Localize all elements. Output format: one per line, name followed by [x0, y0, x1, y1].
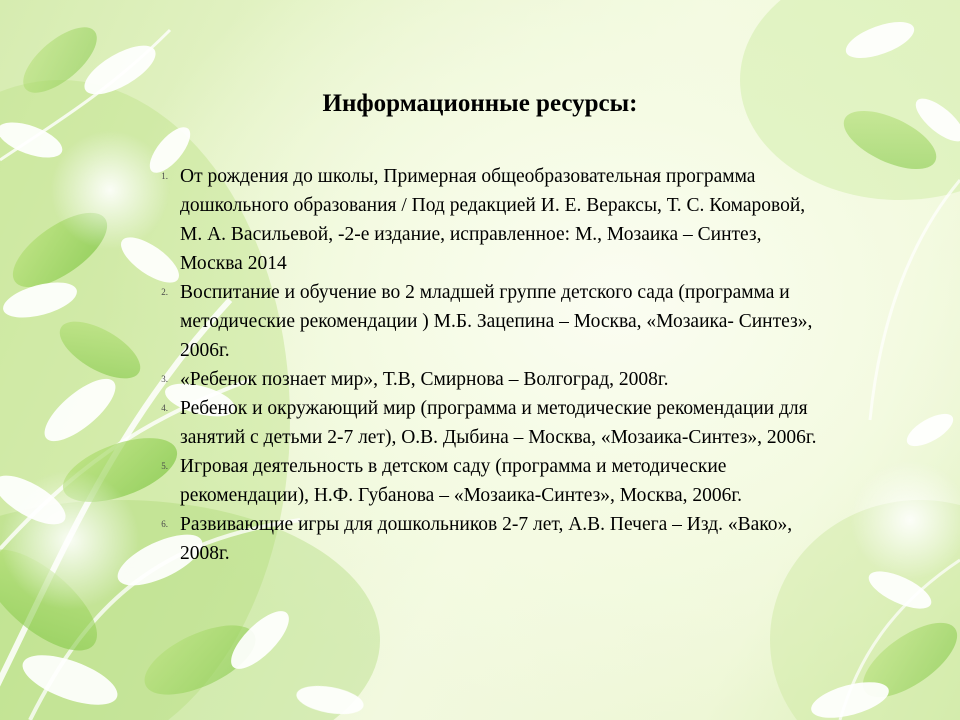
item-number: 3. — [161, 374, 168, 384]
list-item — [161, 278, 820, 365]
resource-list — [161, 162, 820, 568]
item-number: 5. — [161, 461, 168, 471]
item-number: 2. — [161, 287, 168, 297]
item-text: Игровая деятельность в детском саду (программа и методические рекомендации), Н.Ф. Губанова – «Мозаика-Синтез», Москва, 2006г. — [180, 456, 743, 506]
slide-title: Информационные ресурсы: — [322, 90, 638, 117]
list-item — [161, 510, 820, 568]
item-text: Развивающие игры для дошкольников 2-7 лет, А.В. Печега – Изд. «Вако», 2008г. — [180, 514, 793, 564]
list-item — [161, 452, 820, 510]
item-text: Воспитание и обучение во 2 младшей группе детского сада (программа и методические рекомендации ) М.Б. Зацепина – Москва, «Мозаика- Синтез», 2006г. — [180, 282, 813, 361]
list-item — [161, 162, 820, 278]
item-text: От рождения до школы, Примерная общеобразовательная программа дошкольного образования / Под редакцией И. Е. Вераксы, Т. С. Комаровой, М. А. Васильевой, -2-е издание, исправленное: М., Мозаика – Синтез, Москва 2014 — [180, 166, 806, 274]
item-number: 4. — [161, 403, 168, 413]
item-text: «Ребенок познает мир», Т.В, Смирнова – Волгоград, 2008г. — [180, 369, 669, 390]
item-text: Ребенок и окружающий мир (программа и методические рекомендации для занятий с детьми 2-7 лет), О.В. Дыбина – Москва, «Мозаика-Синтез», 2006г. — [180, 398, 817, 448]
list-item — [161, 394, 820, 452]
item-number: 1. — [161, 171, 168, 181]
item-number: 6. — [161, 519, 168, 529]
list-item — [161, 365, 820, 394]
